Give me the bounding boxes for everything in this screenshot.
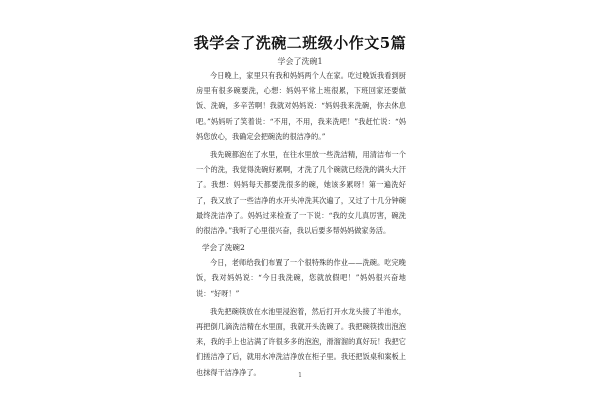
document-title: 我学会了洗碗二班级小作文5篇 xyxy=(193,34,407,52)
essay-heading: 学会了洗碗1 xyxy=(277,57,323,66)
essay-paragraph: 我先把碗筷放在水池里浸泡着，然后打开水龙头接了半池水，再把倒几滴洗洁精在水里面，我就开头洗碗了。我把碗筷拨出泡泡来，我的手上也沾满了许很多多的泡泡，滑溜溜的真好玩！我把它们搓洁净了后，就用水冲洗洁净放在柜子里。我还把饭桌和案板上也抹得干洁净净了。 xyxy=(196,306,406,377)
essay-paragraph: 我先碗都泡在了水里，在往水里放一些洗洁精，用清洁布一个一个的洗，我觉得洗碗好累啊，才洗了几个碗就已经洗的满头大汗了。我想：妈妈每天都要洗很多的碗，她该多累呀！第一遍洗好了，我又放了一些洁净的水开头冲洗其次遍了，又过了十几分钟碗最终洗洁净了。妈妈过来检查了一下说：“我的女儿真厉害，碗洗的很洁净。”我听了心里很兴奋，我以后要多帮妈妈做家务活。 xyxy=(196,150,406,236)
essay-body xyxy=(196,68,406,380)
page-number: 1 xyxy=(298,372,302,379)
essay-paragraph: 今日，老师给我们布置了一个很特殊的作业——洗碗。吃完晚饭，我对妈妈说：“今日我洗碗，您就放假吧！”妈妈很兴奋地说：“好呀！” xyxy=(196,258,406,298)
essay-heading: 学会了洗碗2 xyxy=(202,243,245,253)
essay-paragraph: 今日晚上，家里只有我和妈妈两个人在家。吃过晚饭我看到厨房里有很多碗要洗，心想：妈妈平常上班很累，下班回家还要做饭、洗碗，多辛苦啊！我就对妈妈说：“妈妈我来洗碗，你去休息吧。”妈妈听了笑着说：“不用，不用，我来洗吧！”我赶忙说：“妈妈您放心，我确定会把碗洗的很洁净的。” xyxy=(196,71,406,141)
